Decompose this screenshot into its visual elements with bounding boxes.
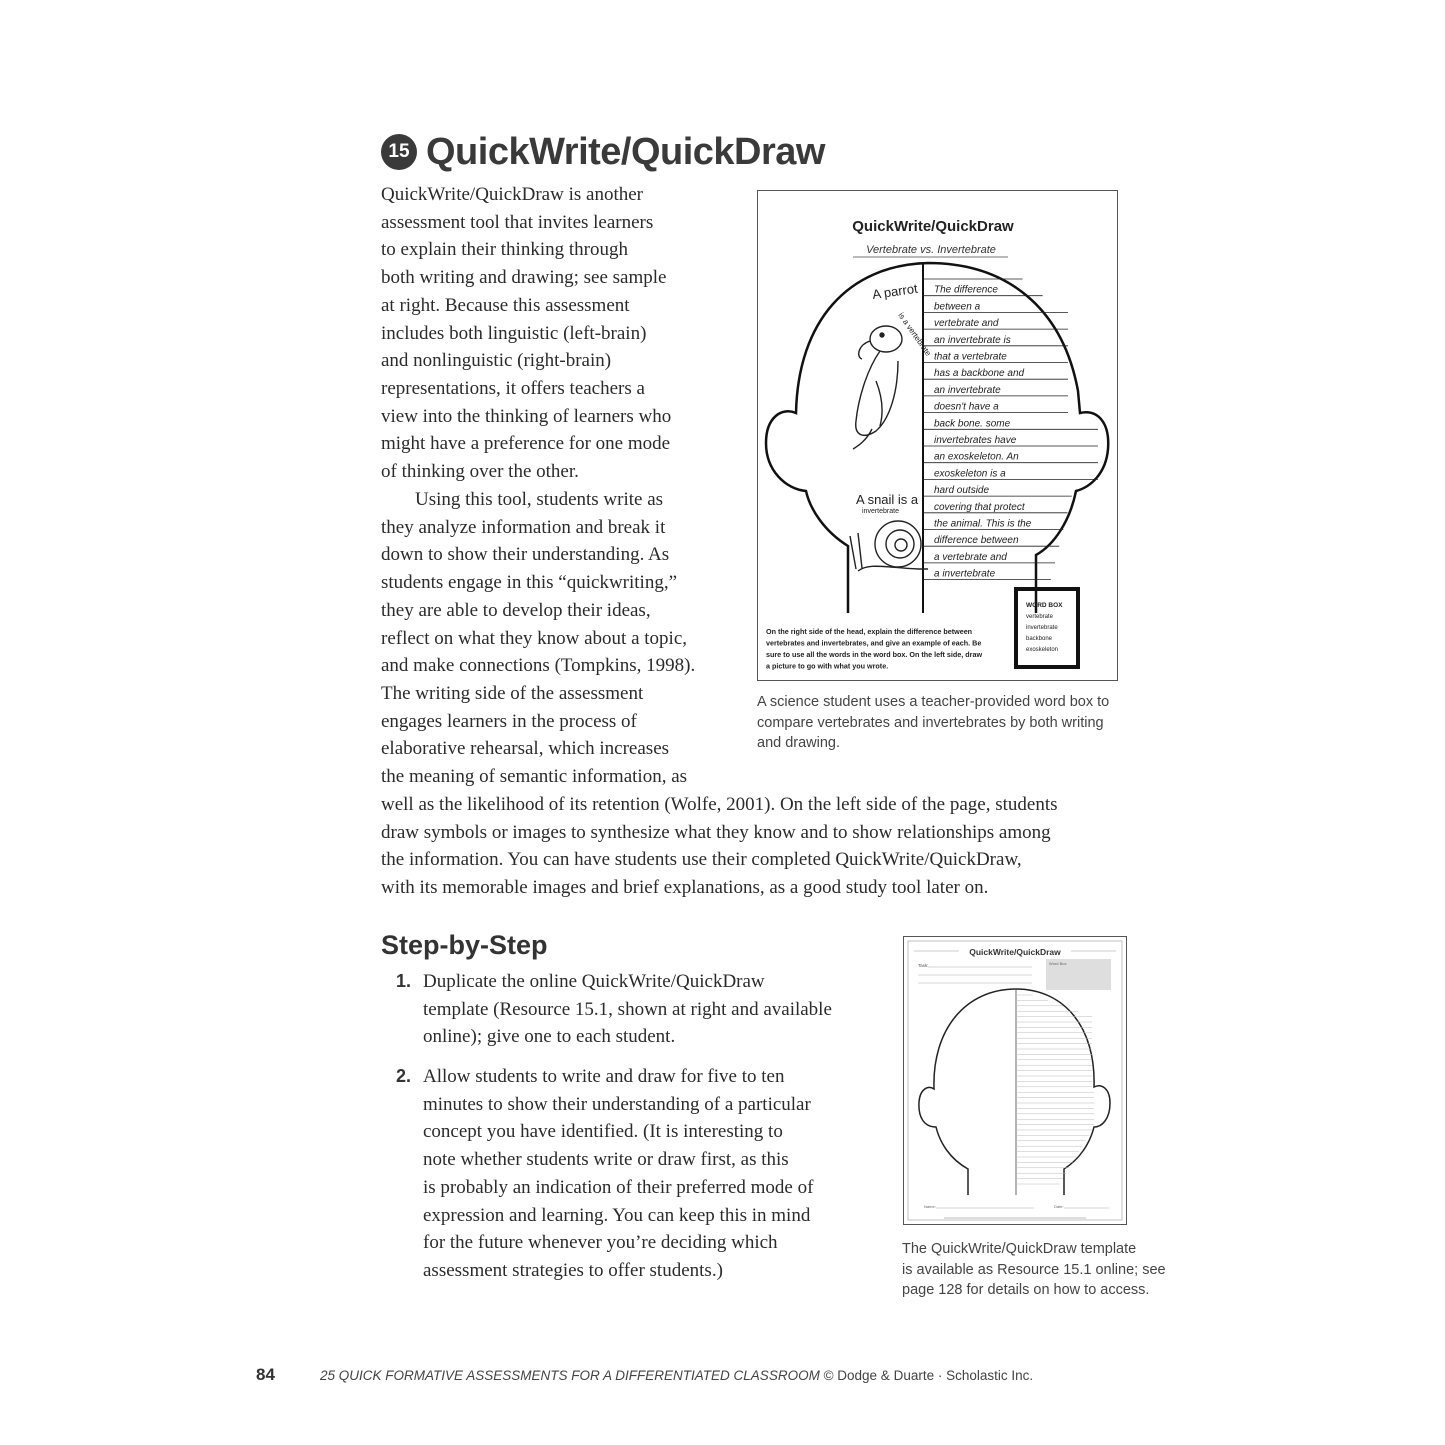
handwriting-line: The difference bbox=[934, 284, 998, 296]
word-box-item: invertebrate bbox=[1026, 625, 1058, 631]
text-line: The writing side of the assessment bbox=[381, 682, 644, 704]
step-2 bbox=[396, 1063, 814, 1285]
word-box-item: backbone bbox=[1026, 636, 1053, 642]
section-number-badge: 15 bbox=[381, 134, 417, 170]
instruction-line: On the right side of the head, explain the difference between bbox=[766, 627, 973, 636]
text-line: QuickWrite/QuickDraw is another bbox=[381, 184, 643, 205]
text-line: well as the likelihood of its retention (Wolfe, 2001). On the left side of the page, students bbox=[381, 794, 1058, 815]
intro-paragraph-2-continued bbox=[381, 791, 1058, 902]
text-line: with its memorable images and brief explanations, as a good study tool later on. bbox=[381, 877, 989, 899]
page-number: 84 bbox=[256, 1365, 275, 1384]
step-line: expression and learning. You can keep this in mind bbox=[423, 1204, 811, 1226]
footer-credit bbox=[320, 1368, 1033, 1383]
intro-paragraph-2 bbox=[381, 486, 695, 791]
text-line: and make connections (Tompkins, 1998). bbox=[381, 655, 696, 677]
step-by-step-heading: Step-by-Step bbox=[381, 930, 548, 960]
text-line: elaborative rehearsal, which increases bbox=[381, 738, 670, 760]
text-line: of thinking over the other. bbox=[381, 461, 579, 483]
figure1-subtitle: Vertebrate vs. Invertebrate bbox=[866, 244, 996, 256]
handwriting-line: that a vertebrate bbox=[934, 351, 1007, 363]
step-number: 1. bbox=[396, 971, 412, 991]
snail-label: A snail is a bbox=[856, 492, 919, 507]
text-line: they analyze information and break it bbox=[381, 516, 666, 538]
handwriting-line: a vertebrate and bbox=[934, 551, 1007, 563]
template-title: QuickWrite/QuickDraw bbox=[969, 947, 1061, 957]
figure2-caption bbox=[902, 1239, 1166, 1301]
intro-paragraph-1 bbox=[381, 181, 671, 486]
footer-publisher: © Dodge & Duarte · Scholastic Inc. bbox=[819, 1367, 1034, 1383]
step-line: Duplicate the online QuickWrite/QuickDraw bbox=[423, 971, 765, 992]
instructions-text bbox=[766, 627, 982, 671]
instruction-line: sure to use all the words in the word box. On the left side, draw bbox=[766, 650, 983, 659]
handwriting-line: has a backbone and bbox=[934, 368, 1025, 380]
text-line: representations, it offers teachers a bbox=[381, 377, 645, 399]
handwriting-line: exoskeleton is a bbox=[934, 468, 1006, 480]
template-ruled-lines bbox=[1016, 995, 1094, 1184]
handwriting-line: a invertebrate bbox=[934, 568, 996, 580]
text-line: assessment tool that invites learners bbox=[381, 211, 654, 233]
caption-line: A science student uses a teacher-provided word box to bbox=[757, 694, 1110, 710]
parrot-drawing bbox=[853, 326, 902, 449]
text-line: view into the thinking of learners who bbox=[381, 405, 672, 427]
step-line: concept you have identified. (It is interesting to bbox=[423, 1121, 783, 1143]
student-sample-drawing bbox=[758, 191, 1117, 680]
instruction-line: a picture to go with what you wrote. bbox=[766, 661, 889, 671]
handwriting-line: doesn't have a bbox=[934, 401, 999, 413]
step-1 bbox=[396, 968, 832, 1051]
step-line: online); give one to each student. bbox=[423, 1026, 676, 1048]
handwriting-line: an invertebrate is bbox=[934, 334, 1011, 346]
parrot-label: A parrot bbox=[871, 280, 919, 302]
handwriting-line: back bone. some bbox=[934, 418, 1011, 430]
template-word-box-label: Word Box bbox=[1049, 961, 1067, 966]
text-line: both writing and drawing; see sample bbox=[381, 267, 667, 289]
word-box-items bbox=[1026, 614, 1058, 653]
text-line: Using this tool, students write as bbox=[415, 489, 664, 510]
section-heading bbox=[381, 126, 825, 178]
handwriting-line: an invertebrate bbox=[934, 384, 1001, 396]
handwriting-line: covering that protect bbox=[934, 501, 1025, 513]
text-line: the meaning of semantic information, as bbox=[381, 766, 688, 788]
template-thumbnail bbox=[904, 937, 1126, 1224]
text-line: might have a preference for one mode bbox=[381, 433, 671, 455]
text-line: students engage in this “quickwriting,” bbox=[381, 572, 678, 594]
text-line: down to show their understanding. As bbox=[381, 544, 670, 566]
handwriting-line: invertebrates have bbox=[934, 435, 1017, 446]
text-line: at right. Because this assessment bbox=[381, 294, 630, 316]
step-line: Allow students to write and draw for five to ten bbox=[423, 1066, 785, 1087]
text-line: includes both linguistic (left-brain) bbox=[381, 322, 647, 344]
handwriting-line: vertebrate and bbox=[934, 318, 999, 330]
handwriting-line: an exoskeleton. An bbox=[934, 451, 1019, 463]
handwriting-line: difference between bbox=[934, 535, 1019, 547]
footer-book-title: 25 QUICK FORMATIVE ASSESSMENTS FOR A DIFFERENTIATED CLASSROOM bbox=[320, 1367, 820, 1383]
word-box-item: vertebrate bbox=[1026, 614, 1054, 620]
word-box-item: exoskeleton bbox=[1026, 647, 1059, 653]
step-line: minutes to show their understanding of a particular bbox=[423, 1093, 811, 1115]
step-line: template (Resource 15.1, shown at right and available bbox=[423, 998, 832, 1020]
step-line: note whether students write or draw first, as this bbox=[423, 1149, 789, 1171]
caption-line: is available as Resource 15.1 online; see bbox=[902, 1261, 1166, 1278]
figure1-title: QuickWrite/QuickDraw bbox=[852, 218, 1014, 235]
handwriting-line: hard outside bbox=[934, 485, 990, 497]
text-line: draw symbols or images to synthesize what they know and to show relationships among bbox=[381, 821, 1051, 843]
parrot-sublabel: is a vertebrate bbox=[896, 310, 933, 358]
handwriting-line: the animal. This is the bbox=[934, 518, 1032, 530]
figure1-caption bbox=[757, 692, 1109, 754]
caption-line: The QuickWrite/QuickDraw template bbox=[902, 1241, 1137, 1257]
text-line: reflect on what they know about a topic, bbox=[381, 627, 688, 649]
text-line: they are able to develop their ideas, bbox=[381, 599, 651, 621]
template-thumbnail-figure bbox=[903, 936, 1127, 1225]
word-box-title: WORD BOX bbox=[1026, 602, 1063, 609]
step-line: for the future whenever you’re deciding which bbox=[423, 1232, 778, 1254]
template-task-label: Task: bbox=[918, 963, 929, 968]
text-line: engages learners in the process of bbox=[381, 710, 637, 732]
step-line: is probably an indication of their preferred mode of bbox=[423, 1176, 814, 1198]
caption-line: and drawing. bbox=[757, 735, 841, 751]
instruction-line: vertebrates and invertebrates, and give an example of each. Be bbox=[766, 638, 982, 648]
handwriting-line: between a bbox=[934, 301, 981, 313]
step-line: assessment strategies to offer students.) bbox=[423, 1259, 723, 1281]
snail-drawing bbox=[850, 521, 928, 571]
caption-line: page 128 for details on how to access. bbox=[902, 1282, 1150, 1298]
text-line: and nonlinguistic (right-brain) bbox=[381, 350, 612, 372]
page-footer bbox=[256, 1363, 1156, 1387]
caption-line: compare vertebrates and invertebrates by both writing bbox=[757, 714, 1104, 731]
page-title: QuickWrite/QuickDraw bbox=[426, 130, 825, 173]
student-sample-figure bbox=[757, 190, 1118, 681]
text-line: the information. You can have students use their completed QuickWrite/QuickDraw, bbox=[381, 849, 1022, 871]
snail-sublabel: invertebrate bbox=[862, 508, 899, 515]
step-number: 2. bbox=[396, 1066, 412, 1086]
text-line: to explain their thinking through bbox=[381, 239, 628, 261]
template-name-label: Name: bbox=[924, 1204, 936, 1209]
template-date-label: Date: bbox=[1054, 1204, 1064, 1209]
